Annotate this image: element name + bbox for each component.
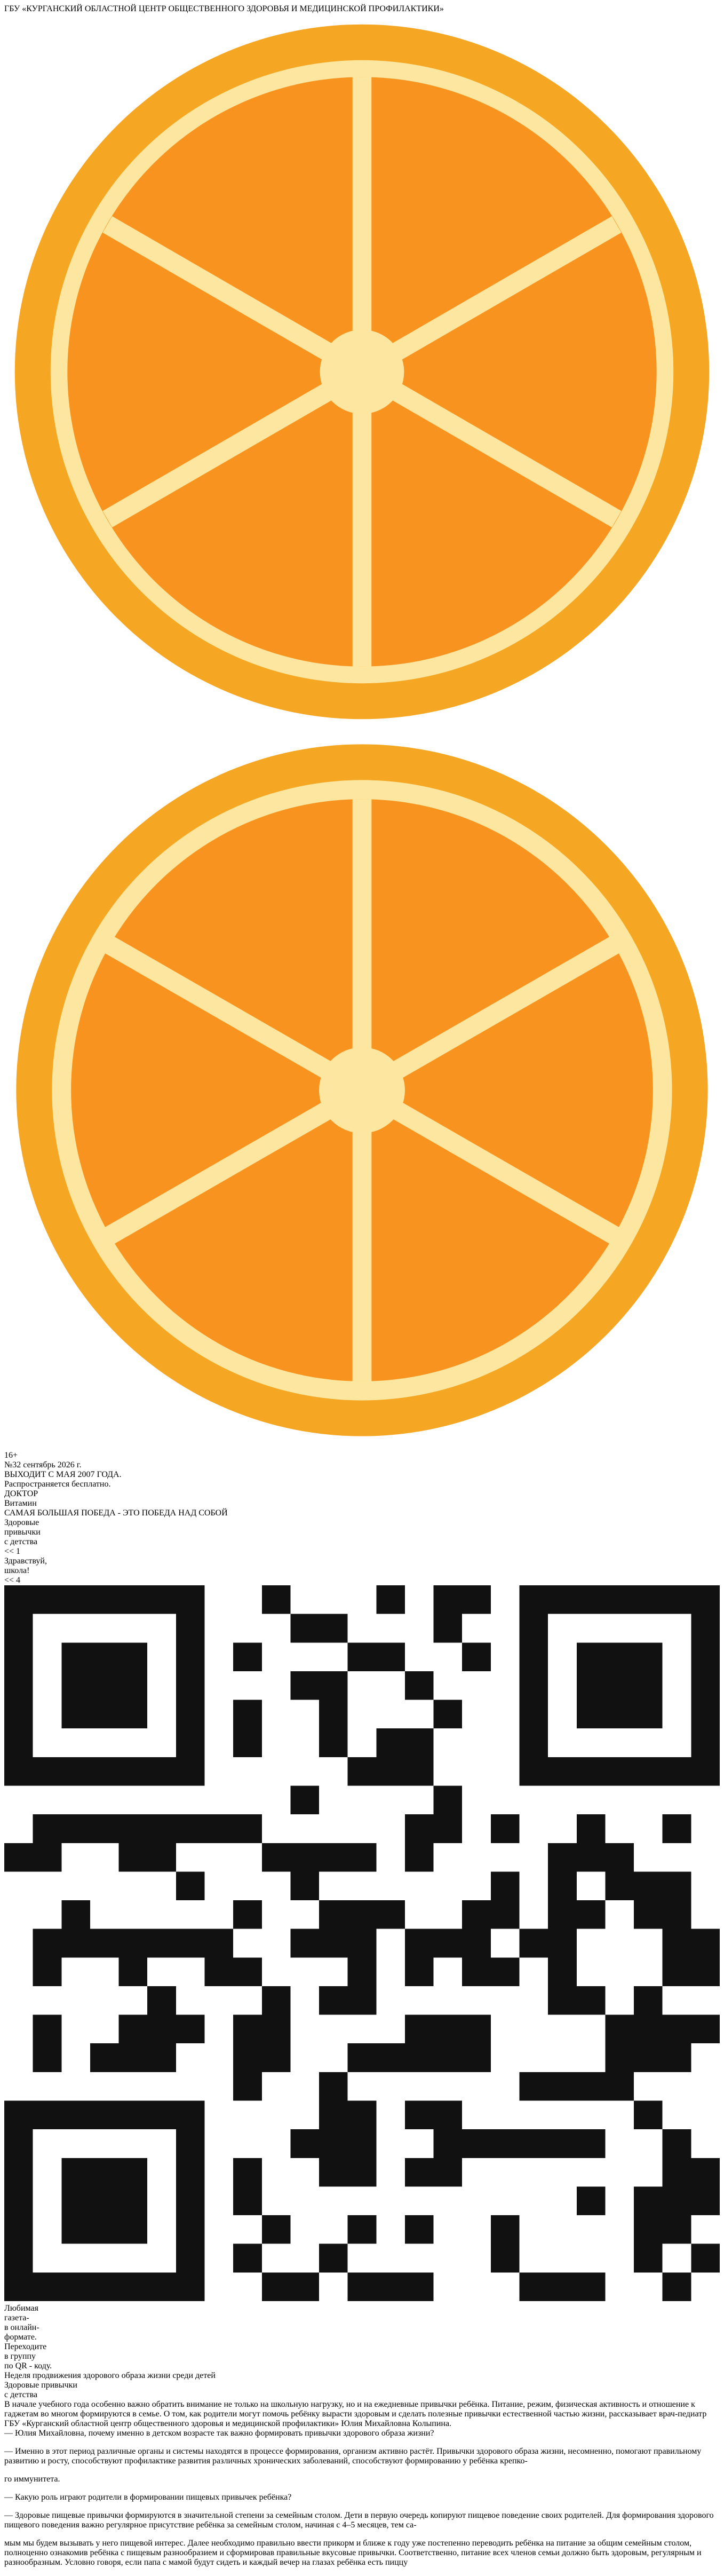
interview-question: — Какую роль играют родители в формировании пищевых привычек ребёнка? (4, 2493, 292, 2502)
column-3 (4, 2539, 720, 2567)
interview-answer-continued: мым мы будем вызывать у него пищевой интерес. Далее необходимо правильно ввести прикорм и ближе к году уже постепенно переводить ребёнка на питание за общим семейным столом, полноценно ознакомив ребёнка с пищевым разнообразием и сформировав правильные вкусовые привычки. Соответственно, питание всех членов семьи должно быть здоровым, регулярным и разнообразным. Условно говоря, если папа с мамой будут сидеть и каждый вечер на глазах ребёнка есть пиццу (4, 2539, 702, 2567)
title-vitamin: Витамин (4, 1499, 37, 1508)
column-1 (4, 2429, 720, 2466)
title-doktor: ДОКТОР (4, 1489, 38, 1498)
publication-info (4, 1470, 720, 1489)
qr-code-icon[interactable] (4, 1585, 720, 2301)
slogan-banner: САМАЯ БОЛЬШАЯ ПОБЕДА - ЭТО ПОБЕДА НАД СОБОЙ (4, 1508, 228, 1518)
orange-slice-left-image (4, 14, 720, 730)
interview-question: — Юлия Михайловна, почему именно в детском возрасте так важно формировать привычки здорового образа жизни? (4, 2429, 434, 2438)
masthead (4, 14, 720, 1508)
teaser-title[interactable]: Здоровые привычки с детства (4, 1518, 41, 1546)
publisher-line: ГБУ «КУРГАНСКИЙ ОБЛАСТНОЙ ЦЕНТР ОБЩЕСТВЕННОГО ЗДОРОВЬЯ И МЕДИЦИНСКОЙ ПРОФИЛАКТИКИ» (4, 4, 444, 13)
issue-number: №32 сентябрь 2026 г. (4, 1460, 82, 1469)
free-distribution-line: Распространяется бесплатно. (4, 1480, 111, 1489)
newspaper-page (4, 4, 720, 2567)
interview-answer: — Здоровые пищевые привычки формируются в значительной степени за семейным столом. Дети в первую очередь копируют пищевое поведение своих родителей. Для формирования здорового пищевого поведения важно регулярное присутствие ребёнка за семейным столом, начиная с 4–5 месяцев, тем са- (4, 2511, 714, 2530)
column-2 (4, 2475, 720, 2530)
teaser-title[interactable]: Здравствуй, школа! (4, 1556, 47, 1575)
week-banner: Неделя продвижения здорового образа жизни среди детей (4, 2371, 216, 2380)
teasers-row (4, 1518, 720, 2371)
teaser-page-link[interactable]: << 4 (4, 1576, 21, 1585)
article-lead: В начале учебного года особенно важно обратить внимание не только на школьную нагрузку, но и на ежедневные привычки ребёнка. Питание, режим, физическая активность и отношение к гаджетам во многом формируются в семье. О том, как родители могут помочь ребёнку вырасти здоровым и сделать полезные привычки естественной частью жизни, рассказывает врач-педиатр ГБУ «Курганский областной центр общественного здоровья и медицинской профилактики» Юлия Михайловна Колыпина. (4, 2400, 707, 2428)
article-headline: Здоровые привычки с детства (4, 2381, 77, 2399)
continuation-text: го иммунитета. (4, 2475, 60, 2484)
age-rating-badge: 16+ (4, 1451, 18, 1460)
teaser-page-link[interactable]: << 1 (4, 1547, 21, 1556)
qr-caption: Любимая газета- в онлайн- формате. Переходите в группу по QR - коду. (4, 2304, 52, 2370)
orange-slice-right-image (4, 732, 720, 1448)
interview-answer: — Именно в этот период различные органы и системы находятся в процессе формирования, организм активно растёт. Привычки здорового образа жизни, несомненно, помогают правильному развитию и росту, способствуют профилактике развития различных хронических заболеваний, способствуют формированию у ребёнка крепко- (4, 2447, 702, 2466)
since-line: ВЫХОДИТ С МАЯ 2007 ГОДА. (4, 1470, 122, 1479)
